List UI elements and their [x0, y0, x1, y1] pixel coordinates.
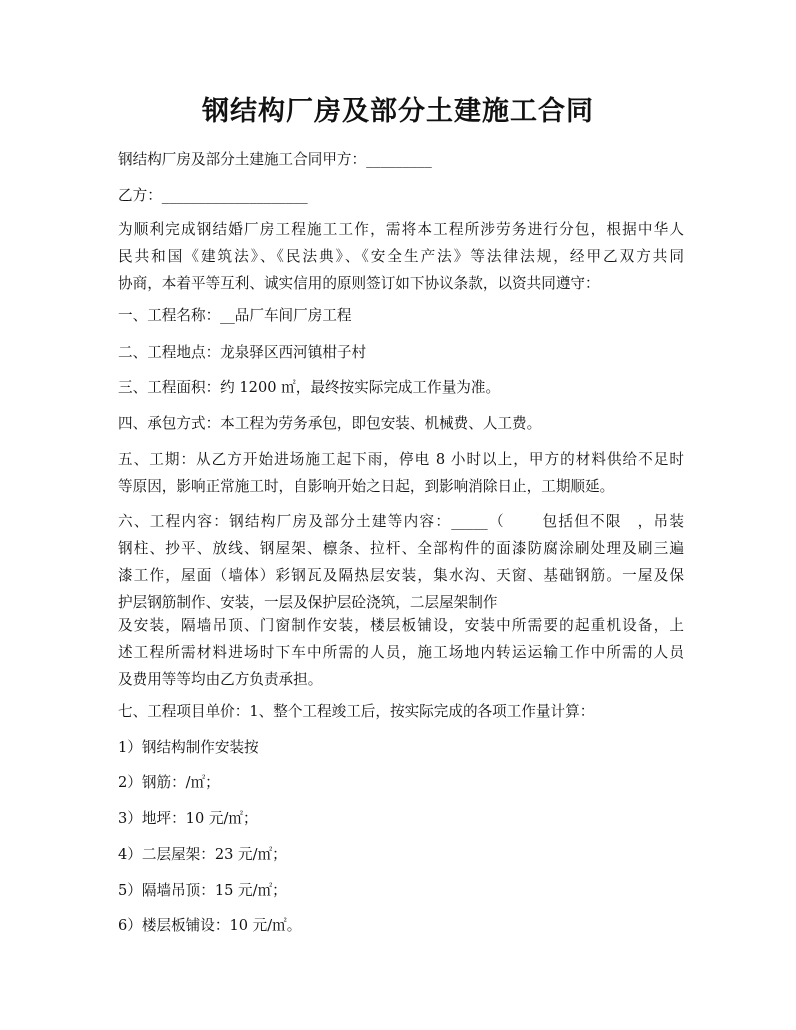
- clause-6: [118, 508, 684, 616]
- clause-3-text: 三、工程面积：约 1200 ㎡，最终按实际完成工作量为准。: [118, 379, 501, 396]
- price-item-2: [118, 769, 684, 796]
- party-b-line: [118, 182, 684, 209]
- clause-5-line: 等原因，影响正常施工时，自影响开始之日起，到影响消除日止，工期顺延。: [118, 478, 615, 495]
- clause-6-cont-line: 及费用等等均由乙方负责承担。: [118, 671, 323, 688]
- clause-6-cont-line: 及安装，隔墙吊顶、门窗制作安装，楼层板铺设，安装中所需要的起重机设备，上: [118, 617, 684, 634]
- clause-3: [118, 374, 684, 401]
- intro-line: 协商，本着平等互利、诚实信用的原则签订如下协议条款，以资共同遵守：: [118, 275, 600, 292]
- price-item-5: [118, 877, 684, 904]
- clause-7: [118, 698, 684, 725]
- clause-5-line: 五、工期：从乙方开始进场施工起下雨，停电 8 小时以上，甲方的材料供给不足时: [118, 451, 684, 468]
- clause-6-line: 六、工程内容：钢结构厂房及部分土建等内容：_____（ 包括但不限 ，吊装: [118, 513, 684, 530]
- clause-5: [118, 446, 684, 500]
- clause-6-line: 漆工作，屋面（墙体）彩钢瓦及隔热层安装，集水沟、天窗、基础钢筋。一屋及保: [118, 567, 684, 584]
- price-item-text: 2）钢筋：/㎡；: [118, 774, 220, 791]
- party-a-text: 钢结构厂房及部分土建施工合同甲方：_________: [118, 151, 432, 168]
- party-a-line: [118, 146, 684, 173]
- clause-6-cont-line: 述工程所需材料进场时下车中所需的人员，施工场地内转运运输工作中所需的人员: [118, 644, 684, 661]
- intro-line: 为顺利完成钢结婚厂房工程施工工作，需将本工程所涉劳务进行分包，根据中华人: [118, 221, 684, 238]
- clause-1: [118, 302, 684, 329]
- clause-4-text: 四、承包方式：本工程为劳务承包，即包安装、机械费、人工费。: [118, 415, 542, 432]
- intro-paragraph: [118, 216, 684, 297]
- price-item-text: 4）二层屋架：23 元/㎡；: [118, 846, 287, 863]
- clause-2: [118, 339, 684, 366]
- price-item-text: 1）钢结构制作安装按: [118, 739, 259, 756]
- price-item-text: 3）地坪：10 元/㎡；: [118, 810, 258, 827]
- clause-2-text: 二、工程地点：龙泉驿区西河镇柑子村: [118, 344, 367, 361]
- clause-7-text: 七、工程项目单价：1、整个工程竣工后，按实际完成的各项工作量计算：: [118, 703, 595, 720]
- price-item-text: 5）隔墙吊顶：15 元/㎡；: [118, 882, 287, 899]
- party-b-text: 乙方：____________________: [118, 187, 308, 204]
- clause-6-continued: [118, 612, 684, 693]
- price-item-1: [118, 734, 684, 761]
- price-item-3: [118, 805, 684, 832]
- price-item-4: [118, 841, 684, 868]
- price-item-6: [118, 912, 684, 939]
- clause-1-text: 一、工程名称：__品厂车间厂房工程: [118, 307, 352, 324]
- price-item-text: 6）楼层板铺设：10 元/㎡。: [118, 917, 302, 934]
- clause-4: [118, 410, 684, 437]
- intro-line: 民共和国《建筑法》、《民法典》、《安全生产法》等法律法规，经甲乙双方共同: [118, 248, 684, 265]
- clause-6-line: 钢柱、抄平、放线、钢屋架、檩条、拉杆、全部构件的面漆防腐涂刷处理及刷三遍: [118, 540, 684, 557]
- page-title: 钢结构厂房及部分土建施工合同: [202, 96, 594, 127]
- clause-6-line: 护层钢筋制作、安装，一层及保护层砼浇筑，二层屋架制作: [118, 594, 498, 611]
